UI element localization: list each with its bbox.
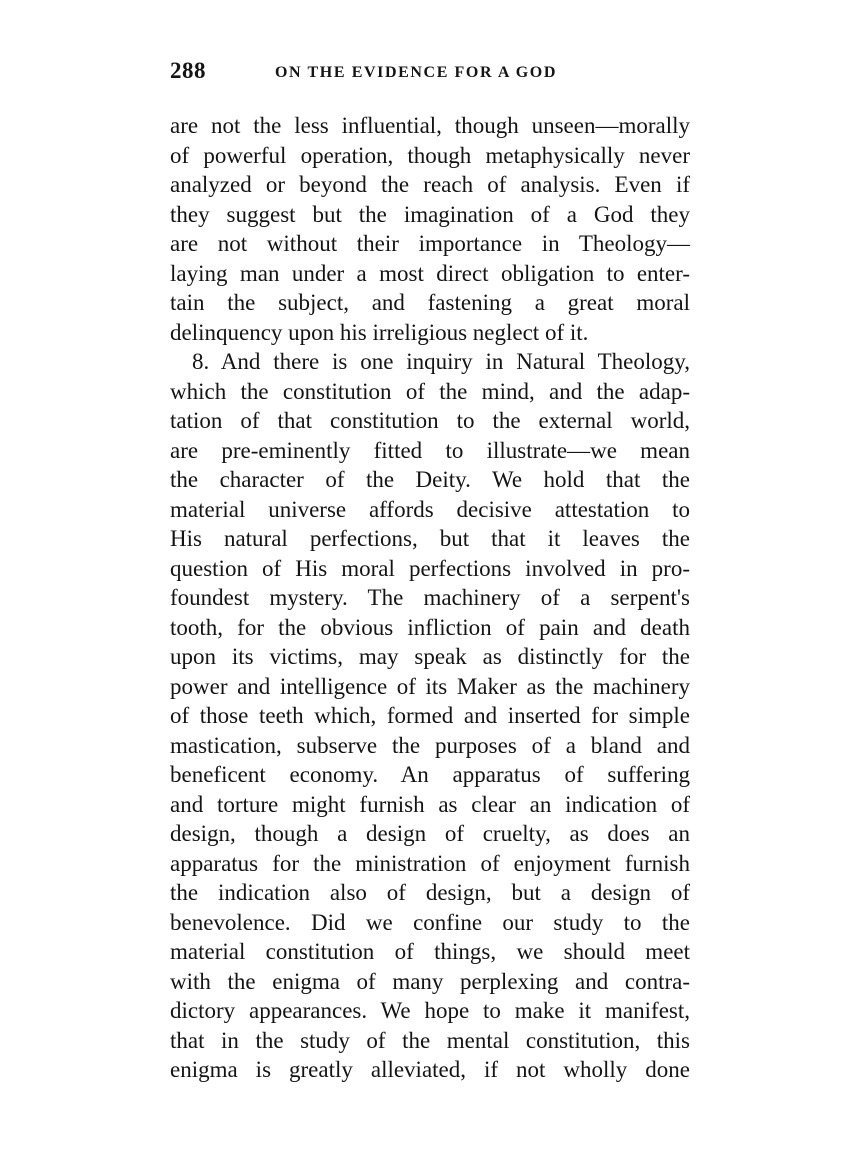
text-line: dictory appearances. We hope to make it manifest, xyxy=(170,998,690,1023)
running-title: ON THE EVIDENCE FOR A GOD xyxy=(275,64,557,81)
text-line: laying man under a most direct obligation to enter- xyxy=(170,260,690,286)
text-line: of powerful operation, though metaphysically never xyxy=(170,142,690,168)
text-line: which the constitution of the mind, and the adap- xyxy=(170,378,690,404)
text-line: power and intelligence of its Maker as the machinery xyxy=(170,673,690,699)
text-line: and torture might furnish as clear an indication of xyxy=(170,791,690,817)
text-line: enigma is greatly alleviated, if not wholly done xyxy=(170,1057,690,1082)
text-line: they suggest but the imagination of a God they xyxy=(170,201,690,227)
text-line: of those teeth which, formed and inserted for simple xyxy=(170,703,690,728)
text-line: 8. And there is one inquiry in Natural Theology, xyxy=(192,349,690,374)
text-line: upon its victims, may speak as distinctly for the xyxy=(170,644,690,669)
text-line: tooth, for the obvious infliction of pain and death xyxy=(170,614,690,640)
text-line: that in the study of the mental constitution, this xyxy=(170,1027,690,1053)
text-line: with the enigma of many perplexing and contra- xyxy=(170,968,690,994)
text-line: foundest mystery. The machinery of a serpent's xyxy=(170,585,690,610)
text-line: analyzed or beyond the reach of analysis. Even if xyxy=(170,172,690,197)
body-text xyxy=(170,111,690,1085)
text-line: apparatus for the ministration of enjoyment furnish xyxy=(170,850,690,876)
text-line: material universe affords decisive attestation to xyxy=(170,496,690,522)
page-number: 288 xyxy=(170,58,206,83)
text-line: are pre-eminently fitted to illustrate—we mean xyxy=(170,437,690,463)
text-line: His natural perfections, but that it leaves the xyxy=(170,526,690,551)
text-line: benevolence. Did we confine our study to the xyxy=(170,909,690,935)
text-line: beneficent economy. An apparatus of suffering xyxy=(170,762,690,787)
text-line: mastication, subserve the purposes of a bland and xyxy=(170,732,690,758)
running-head xyxy=(170,58,690,88)
text-line: the indication also of design, but a design of xyxy=(170,880,690,905)
text-line: material constitution of things, we should meet xyxy=(170,939,690,964)
text-line: question of His moral perfections involved in pro- xyxy=(170,555,690,581)
text-line: tation of that constitution to the external world, xyxy=(170,408,690,433)
text-line: are not without their importance in Theology— xyxy=(170,231,690,256)
text-line: are not the less influential, though unseen—morally xyxy=(170,113,690,138)
text-line: design, though a design of cruelty, as does an xyxy=(170,821,690,846)
text-line: delinquency upon his irreligious neglect of it. xyxy=(170,319,589,345)
text-line: the character of the Deity. We hold that the xyxy=(170,467,690,492)
text-line: tain the subject, and fastening a great moral xyxy=(170,290,690,315)
